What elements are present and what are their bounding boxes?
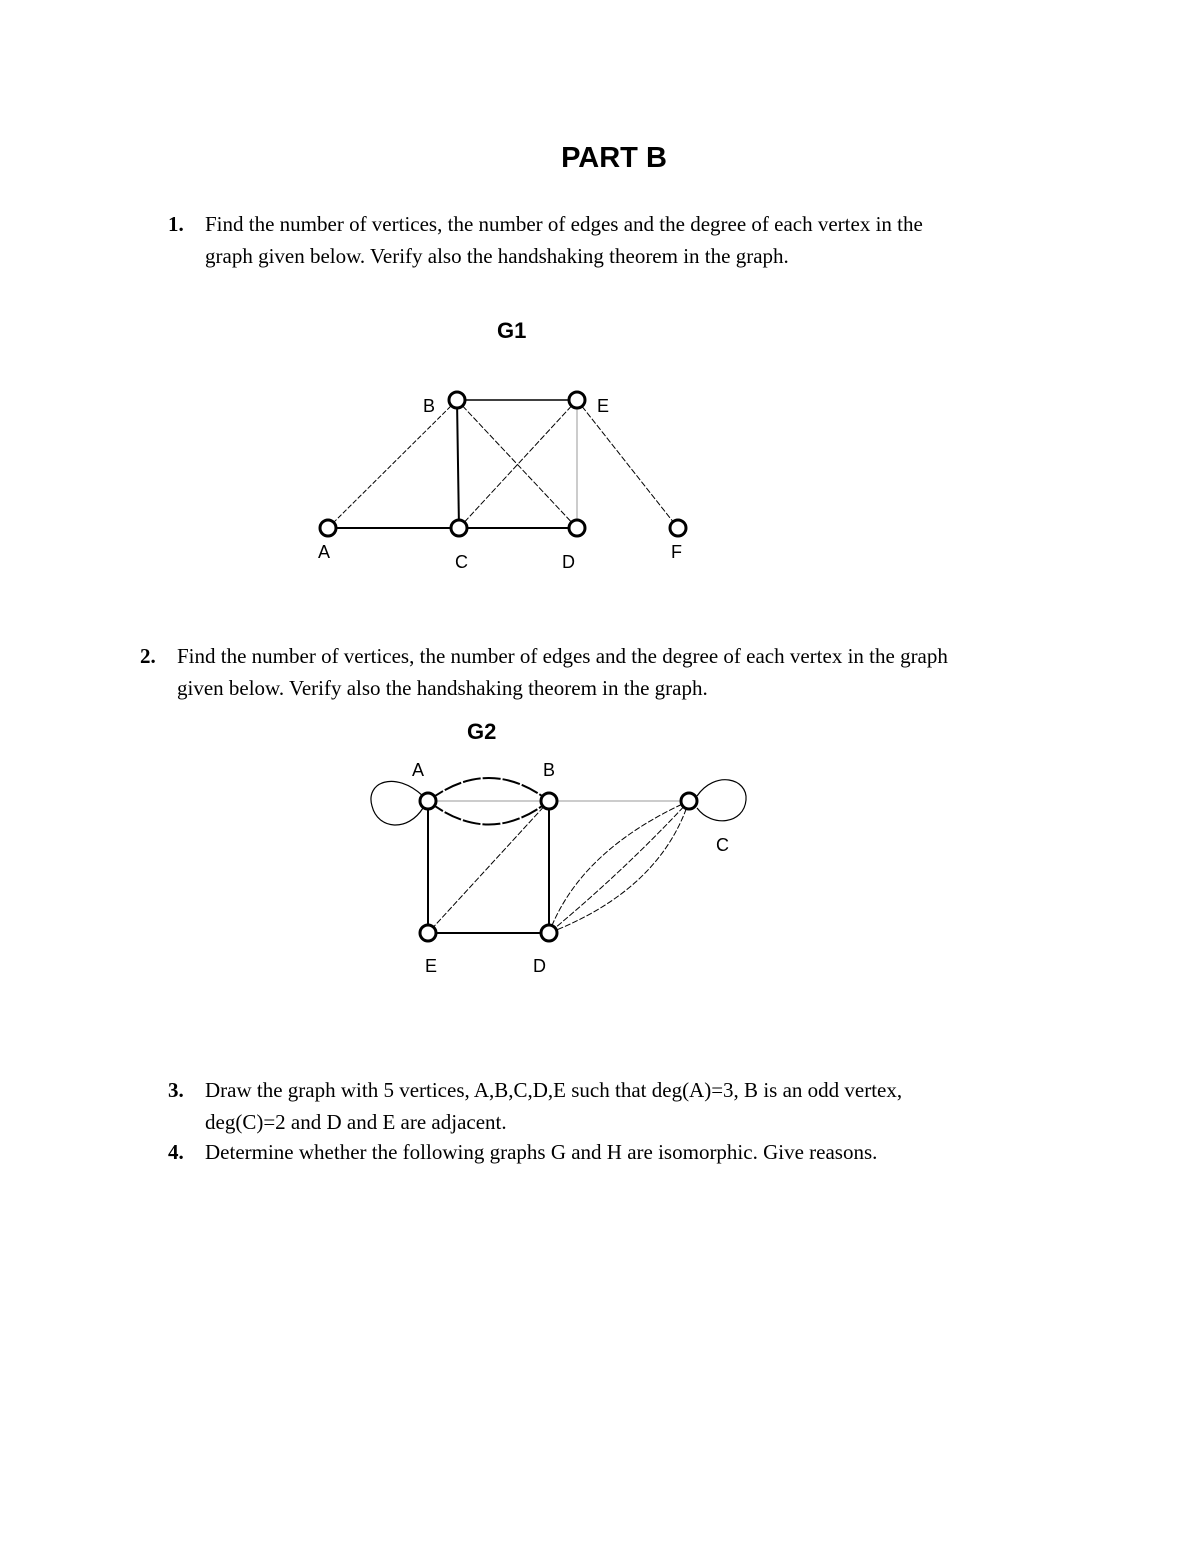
vertex-label-d: D: [562, 552, 575, 572]
page-title: PART B: [561, 142, 667, 174]
vertex-label-a: A: [412, 760, 425, 780]
question-4: [168, 1136, 877, 1168]
question-text-line: graph given below. Verify also the handshaking theorem in the graph.: [205, 244, 789, 268]
question-text-line: deg(C)=2 and D and E are adjacent.: [205, 1110, 507, 1134]
edge-b-e: [428, 801, 549, 933]
vertex-label-b: B: [423, 396, 436, 416]
graph-g2-title: G2: [467, 719, 497, 744]
edge-c-d-2: [549, 801, 689, 933]
vertex-label-d: D: [533, 956, 546, 976]
vertex-a: [420, 793, 436, 809]
question-text-line: Determine whether the following graphs G and H are isomorphic. Give reasons.: [205, 1140, 878, 1164]
question-3: [168, 1074, 902, 1138]
question-text-line: given below. Verify also the handshaking theorem in the graph.: [177, 676, 708, 700]
vertex-label-b: B: [543, 760, 556, 780]
vertex-label-f: F: [671, 542, 682, 562]
vertex-b: [541, 793, 557, 809]
question-text-line: Find the number of vertices, the number of edges and the degree of each vertex in the: [205, 212, 923, 236]
vertex-c: [681, 793, 697, 809]
edge-c-c-loop: [697, 780, 746, 821]
graph-g1-title: G1: [497, 318, 527, 343]
question-number: 4.: [168, 1140, 184, 1164]
question-number: 2.: [140, 644, 156, 668]
edge-c-d-3: [549, 801, 689, 933]
edge-c-d-1: [549, 801, 689, 933]
edge-a-b-upper: [428, 778, 549, 801]
vertex-d: [541, 925, 557, 941]
vertex-label-e: E: [597, 396, 610, 416]
question-number: 1.: [168, 212, 184, 236]
vertex-label-e: E: [425, 956, 438, 976]
vertex-e: [420, 925, 436, 941]
vertex-label-c: C: [716, 835, 729, 855]
question-number: 3.: [168, 1078, 184, 1102]
question-text-line: Find the number of vertices, the number of edges and the degree of each vertex in the graph: [177, 644, 948, 668]
vertex-label-a: A: [318, 542, 331, 562]
vertex-label-c: C: [455, 552, 468, 572]
question-text-line: Draw the graph with 5 vertices, A,B,C,D,E such that deg(A)=3, B is an odd vertex,: [205, 1078, 903, 1102]
edge-a-a-loop: [371, 781, 423, 825]
